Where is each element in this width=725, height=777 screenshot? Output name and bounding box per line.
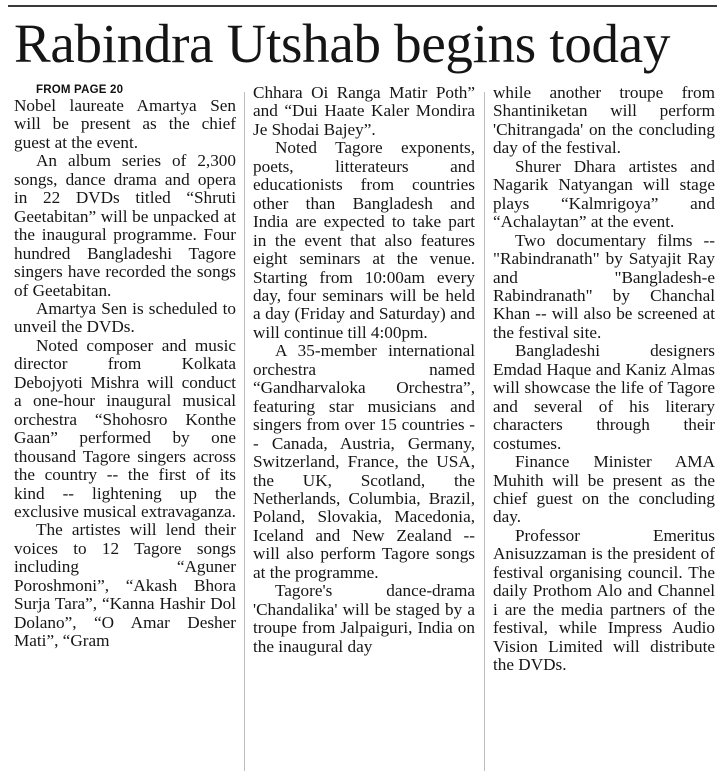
paragraph: Finance Minister AMA Muhith will be present as the chief guest on the concluding day. (493, 452, 715, 527)
paragraph: Tagore's dance-drama 'Chandalika' will be staged by a troupe from Jalpaiguri, India on the inaugural day (253, 581, 475, 656)
paragraph: Nobel laureate Amartya Sen will be present as the chief guest at the event. (14, 96, 236, 152)
paragraph: Amartya Sen is scheduled to unveil the DVDs. (14, 298, 236, 337)
paragraph: The artistes will lend their voices to 12 Tagore songs including “Aguner Poroshmoni”, “Akash Bhora Surja Tara”, “Kanna Hashir Dol Dolano”, “O Amar Desher Mati”, “Gram (14, 520, 236, 651)
article-column-1 (14, 84, 236, 651)
paragraph: An album series of 2,300 songs, dance drama and opera in 22 DVDs titled “Shruti Geetabitan” will be unpacked at the inaugural programme. Four hundred Bangladeshi Tagore singers have recorded the songs of Geetabitan. (14, 151, 236, 300)
article-column-3 (493, 84, 715, 675)
article-column-2 (253, 84, 475, 656)
paragraph: Noted composer and music director from Kolkata Debojyoti Mishra will conduct a one-hour inaugural musical orchestra “Shohosro Konthe Gaan” performed by one thousand Tagore singers across the country -- the first of its kind -- lightening up the exclusive musical extravaganza. (14, 335, 236, 521)
paragraph: Chhara Oi Ranga Matir Poth” and “Dui Haate Kaler Mondira Je Shodai Bajey”. (253, 83, 475, 139)
paragraph: Bangladeshi designers Emdad Haque and Kaniz Almas will showcase the life of Tagore and several of his literary characters through their costumes. (493, 341, 715, 453)
paragraph: Noted Tagore exponents, poets, litterateurs and educationists from countries other than Bangladesh and India are expected to take part in the event that also features eight seminars at the venue. Starting from 10:00am every day, four seminars will be held a day (Friday and Saturday) and will continue till 4:00pm. (253, 138, 475, 342)
headline: Rabindra Utshab begins today (14, 13, 671, 74)
paragraph: Professor Emeritus Anisuzzaman is the president of festival organising council. The daily Prothom Alo and Channel i are the media partners of the festival, while Impress Audio Vision Limited will distribute the DVDs. (493, 525, 715, 675)
paragraph: Shurer Dhara artistes and Nagarik Natyangan will stage plays “Kalmrigoya” and “Achalaytan” at the event. (493, 156, 715, 232)
paragraph: A 35-member international orchestra named “Gandharvaloka Orchestra”, featuring star musicians and singers from over 15 countries -- Canada, Austria, Germany, Switzerland, France, the USA, the UK, Scotland, the Netherlands, Columbia, Brazil, Poland, Slovakia, Macedonia, Iceland and New Zealand -- will also perform Tagore songs at the programme. (253, 341, 475, 582)
paragraph: while another troupe from Shantiniketan will perform 'Chitrangada' on the concluding day of the festival. (493, 83, 715, 158)
column-divider (484, 92, 485, 771)
continued-from-kicker: FROM PAGE 20 (36, 84, 124, 96)
column-divider (244, 92, 245, 771)
paragraph: Two documentary films -- "Rabindranath" by Satyajit Ray and "Bangladesh-e Rabindranath" by Chanchal Khan -- will also be screened at the festival site. (493, 230, 715, 342)
top-rule (8, 5, 717, 7)
